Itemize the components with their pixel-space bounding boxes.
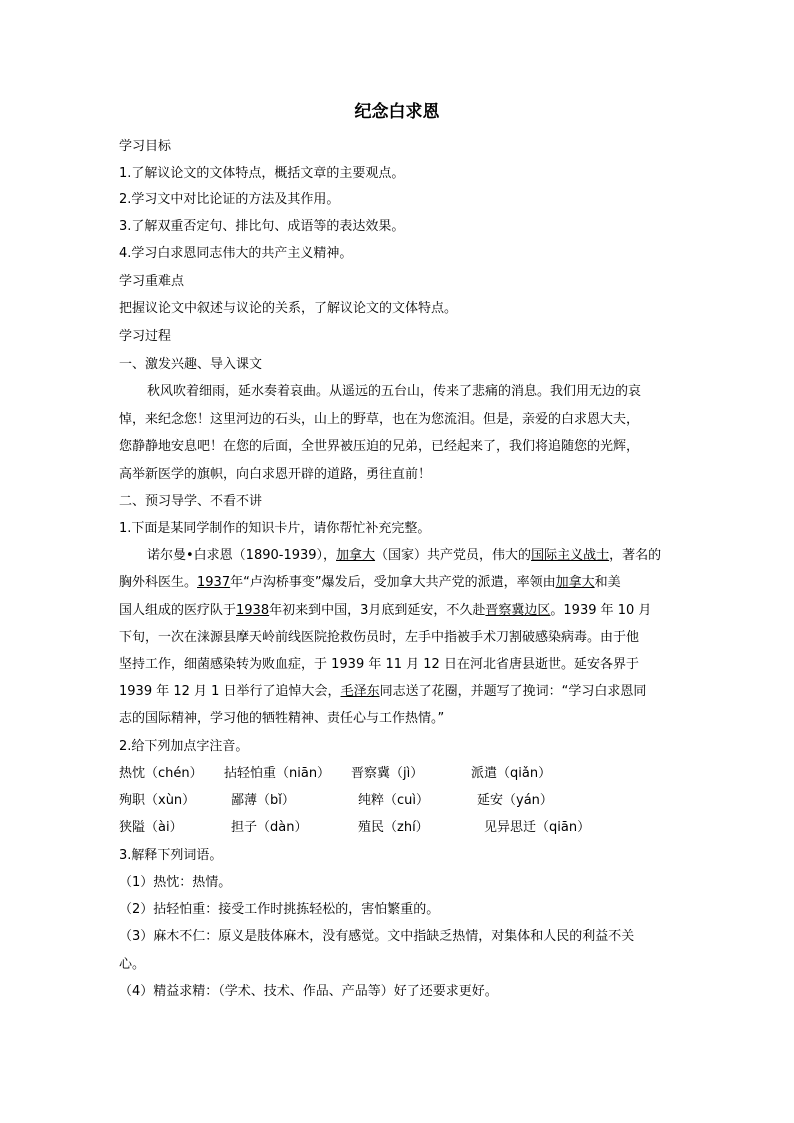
definition-line: （3）麻木不仁：原义是肢体麻木，没有感觉。文中指缺乏热情，对集体和人民的利益不关 <box>119 929 635 944</box>
card-line-7: 志的国际精神，学习他的牺牲精神、责任心与工作热情。” <box>119 711 445 726</box>
card-text: 年“卢沟桥事变”爆发后，受加拿大共产党的派遣，率领由 <box>230 575 556 590</box>
card-answer: 毛泽东 <box>340 684 380 699</box>
goals-heading: 学习目标 <box>119 139 172 154</box>
card-line-1 <box>147 546 661 566</box>
card-line-4: 下旬，一次在涞源县摩天岭前线医院抢救伤员时，左手中指被手术刀割破感染病毒。由于他 <box>119 630 640 645</box>
pinyin-item: 纯粹（cuì） <box>358 793 429 808</box>
card-text: 。1939 年 10 月 <box>550 603 652 618</box>
card-answer: 加拿大 <box>555 575 595 590</box>
card-text: 胸外科医生。 <box>119 575 198 590</box>
card-line-3 <box>119 601 651 621</box>
card-answer: 加拿大 <box>336 548 376 563</box>
section2-heading: 二、预习导学、不看不讲 <box>119 494 263 509</box>
definition-line: （1）热忱：热情。 <box>119 875 232 890</box>
pinyin-item: 殖民（zhí） <box>358 820 429 835</box>
question-1: 1.下面是某同学制作的知识卡片，请你帮忙补充完整。 <box>119 521 431 536</box>
pinyin-item: 晋察冀（jì） <box>351 766 424 781</box>
definition-line: （4）精益求精：（学术、技术、作品、产品等）好了还要求更好。 <box>119 984 498 999</box>
pinyin-item: 殉职（xùn） <box>119 793 196 808</box>
pinyin-item: 见异思迁（qiān） <box>484 820 591 835</box>
goal-item: 3.了解双重否定句、排比句、成语等的表达效果。 <box>119 219 405 234</box>
goal-item: 4.学习白求恩同志伟大的共产主义精神。 <box>119 246 353 261</box>
intro-paragraph-line: 悼，来纪念您！这里河边的石头，山上的野草，也在为您流泪。但是，亲爱的白求恩大夫， <box>119 412 640 427</box>
intro-paragraph-line: 秋风吹着细雨，延水奏着哀曲。从遥远的五台山，传来了悲痛的消息。我们用无边的哀 <box>147 384 642 399</box>
intro-paragraph-line: 您静静地安息吧！在您的后面，全世界被压迫的兄弟，已经起来了，我们将追随您的光辉， <box>119 439 640 454</box>
keypoints-text: 把握议论文中叙述与议论的关系，了解议论文的文体特点。 <box>119 301 458 316</box>
card-text: 和美 <box>594 575 621 590</box>
card-text: 1939 年 12 月 1 日举行了追悼大会， <box>119 684 341 699</box>
page-title: 纪念白求恩 <box>354 102 440 122</box>
card-answer: 国际主义战士 <box>531 548 610 563</box>
pinyin-item: 拈轻怕重（niān） <box>224 766 331 781</box>
keypoints-heading: 学习重难点 <box>119 274 185 289</box>
card-text: （国家）共产党员，伟大的 <box>375 548 532 563</box>
pinyin-item: 派遣（qiǎn） <box>471 766 552 781</box>
question-3: 3.解释下列词语。 <box>119 848 223 863</box>
pinyin-item: 狭隘（ài） <box>119 820 183 835</box>
card-text: 年初来到中国，3月底到延安，不久赴 <box>269 603 486 618</box>
pinyin-item: 热忱（chén） <box>119 766 203 781</box>
goal-item: 2.学习文中对比论证的方法及其作用。 <box>119 192 340 207</box>
card-answer: 1938 <box>236 603 270 618</box>
definition-line: 心。 <box>119 957 146 972</box>
card-answer: 晋察冀边区 <box>485 603 551 618</box>
definition-line: （2）拈轻怕重：接受工作时挑拣轻松的，害怕繁重的。 <box>119 902 440 917</box>
card-answer: 1937 <box>197 575 231 590</box>
process-heading: 学习过程 <box>119 329 172 344</box>
card-text: 国人组成的医疗队于 <box>119 603 237 618</box>
intro-paragraph-line: 高举新医学的旗帜，向白求恩开辟的道路，勇往直前！ <box>119 467 432 482</box>
card-line-6 <box>119 682 646 702</box>
pinyin-item: 担子（dàn） <box>231 820 308 835</box>
card-text: 诺尔曼•白求恩（1890-1939）， <box>147 548 337 563</box>
card-line-5: 坚持工作，细菌感染转为败血症，于 1939 年 11 月 12 日在河北省唐县逝世。延安各界于 <box>119 657 639 672</box>
pinyin-item: 鄙薄（bǐ） <box>231 793 295 808</box>
goal-item: 1.了解议论文的文体特点，概括文章的主要观点。 <box>119 166 405 181</box>
card-text: 同志送了花圈，并题写了挽词：“学习白求恩同 <box>379 684 647 699</box>
question-2: 2.给下列加点字注音。 <box>119 739 249 754</box>
pinyin-item: 延安（yán） <box>477 793 553 808</box>
card-text: ，著名的 <box>609 548 662 563</box>
section1-heading: 一、激发兴趣、导入课文 <box>119 357 263 372</box>
card-line-2 <box>119 573 621 593</box>
